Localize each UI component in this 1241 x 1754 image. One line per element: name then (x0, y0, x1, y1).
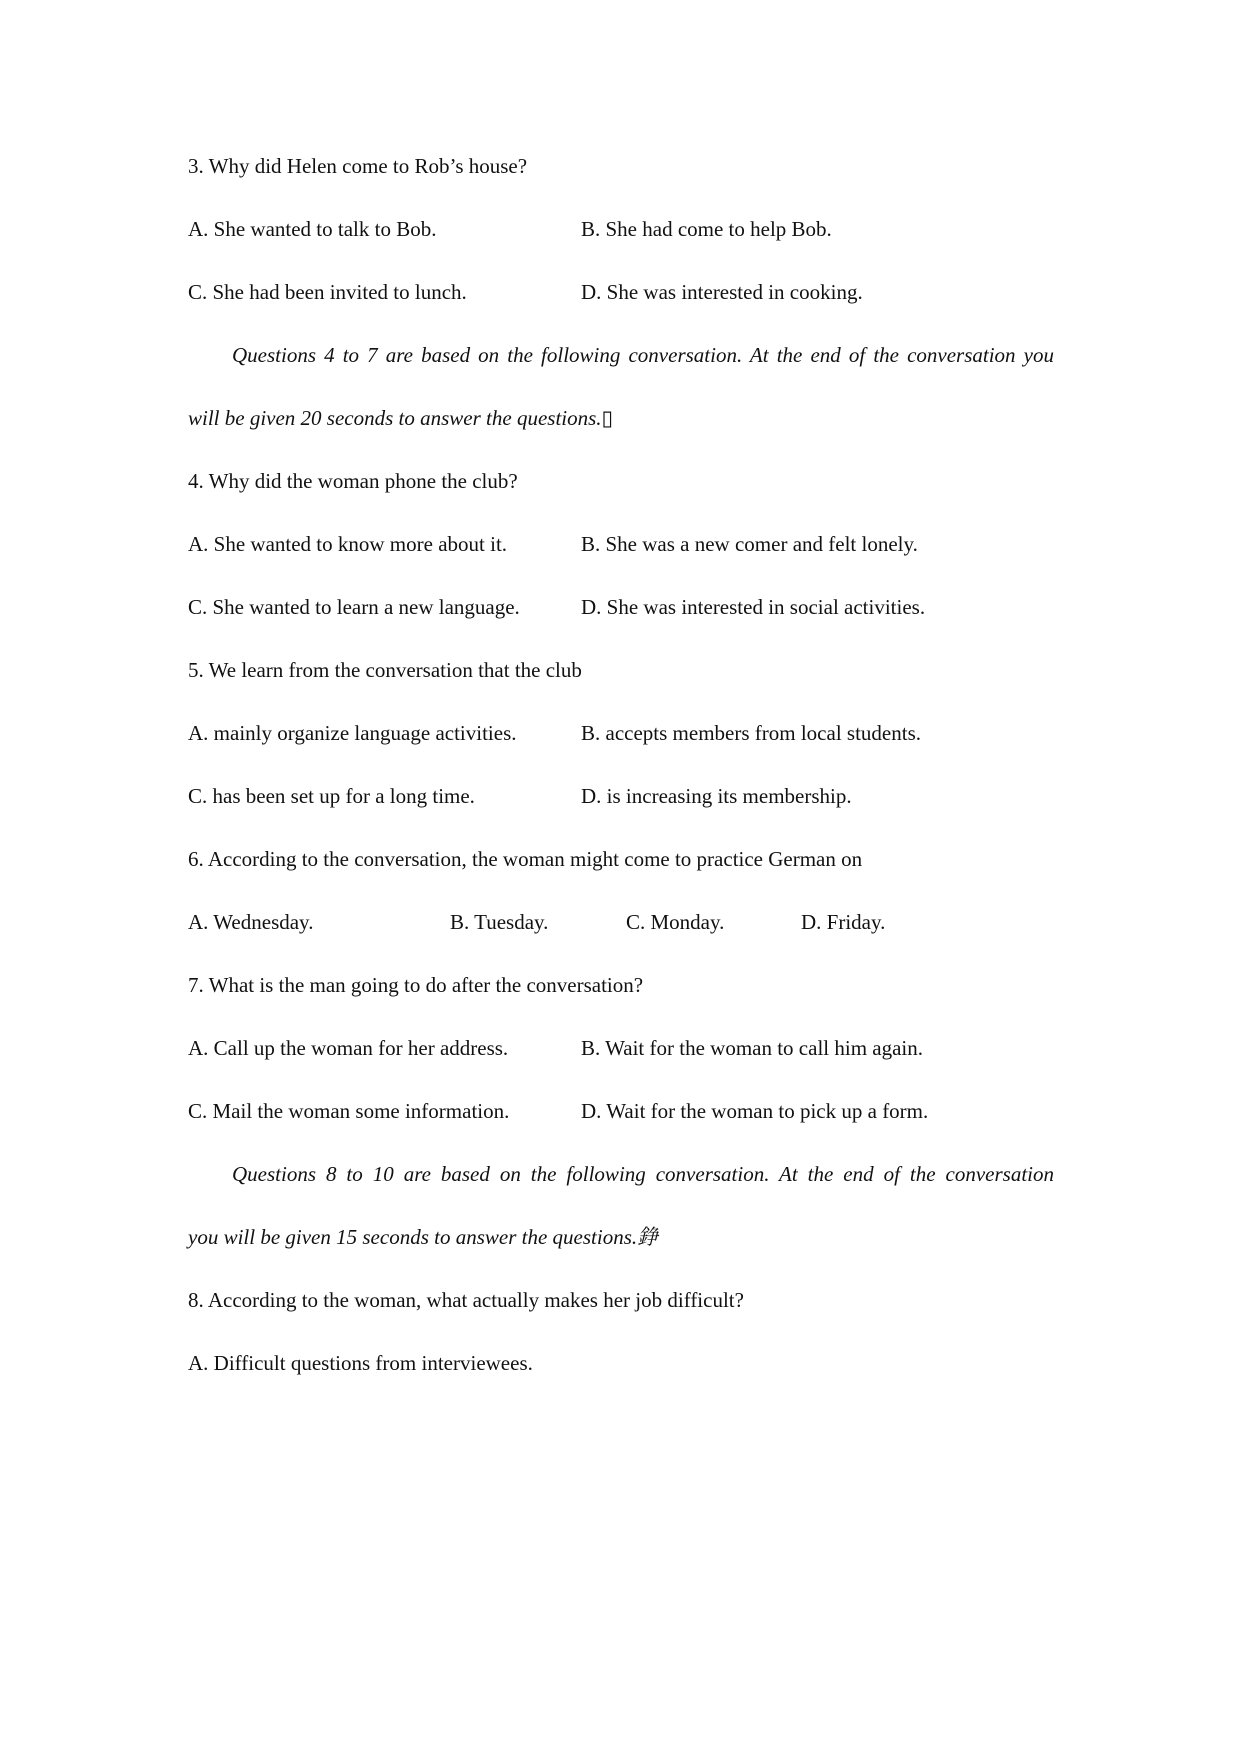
question-3-options-row-2 (188, 278, 1148, 306)
question-6-option-b: B. Tuesday. (450, 910, 549, 934)
question-6-stem: 6. According to the conversation, the woman might come to practice German on (188, 847, 863, 871)
question-6-option-c: C. Monday. (626, 910, 725, 934)
question-5-option-c: C. has been set up for a long time. (188, 784, 475, 808)
question-3-stem: 3. Why did Helen come to Rob’s house? (188, 154, 528, 178)
question-5-option-d: D. is increasing its membership. (581, 784, 852, 808)
question-4-option-c: C. She wanted to learn a new language. (188, 595, 520, 619)
question-7-option-a: A. Call up the woman for her address. (188, 1036, 509, 1060)
question-4-options-row-2 (188, 593, 1148, 621)
question-6-option-d: D. Friday. (801, 910, 886, 934)
question-5-options-row-1 (188, 719, 1148, 747)
question-5-stem: 5. We learn from the conversation that the club (188, 658, 582, 682)
question-4-stem: 4. Why did the woman phone the club? (188, 469, 518, 493)
question-4-option-a: A. She wanted to know more about it. (188, 532, 508, 556)
question-7-options-row-2 (188, 1097, 1148, 1125)
section-instruction-8-10-line-2: you will be given 15 seconds to answer the questions.錚 (188, 1225, 659, 1249)
question-8-option-a: A. Difficult questions from interviewees. (188, 1351, 533, 1375)
question-6-options-row (188, 908, 1148, 936)
section-instruction-4-7-line-1: Questions 4 to 7 are based on the following conversation. At the end of the conversation you (232, 343, 1054, 367)
question-4-option-d: D. She was interested in social activities. (581, 595, 926, 619)
question-5-options-row-2 (188, 782, 1148, 810)
question-3-options-row-1 (188, 215, 1148, 243)
question-3-option-b: B. She had come to help Bob. (581, 217, 832, 241)
question-7-option-c: C. Mail the woman some information. (188, 1099, 510, 1123)
question-4-options-row-1 (188, 530, 1148, 558)
question-4-option-b: B. She was a new comer and felt lonely. (581, 532, 918, 556)
question-8-stem: 8. According to the woman, what actually makes her job difficult? (188, 1288, 744, 1312)
question-3-option-d: D. She was interested in cooking. (581, 280, 863, 304)
question-7-option-d: D. Wait for the woman to pick up a form. (581, 1099, 929, 1123)
question-7-options-row-1 (188, 1034, 1148, 1062)
question-3-option-c: C. She had been invited to lunch. (188, 280, 467, 304)
question-5-option-b: B. accepts members from local students. (581, 721, 921, 745)
question-7-stem: 7. What is the man going to do after the conversation? (188, 973, 644, 997)
question-3-option-a: A. She wanted to talk to Bob. (188, 217, 437, 241)
question-5-option-a: A. mainly organize language activities. (188, 721, 517, 745)
section-instruction-4-7-line-2: will be given 20 seconds to answer the questions.▯ (188, 406, 614, 430)
question-6-option-a: A. Wednesday. (188, 910, 314, 934)
question-7-option-b: B. Wait for the woman to call him again. (581, 1036, 924, 1060)
section-instruction-8-10-line-1: Questions 8 to 10 are based on the following conversation. At the end of the conversation (232, 1162, 1054, 1186)
